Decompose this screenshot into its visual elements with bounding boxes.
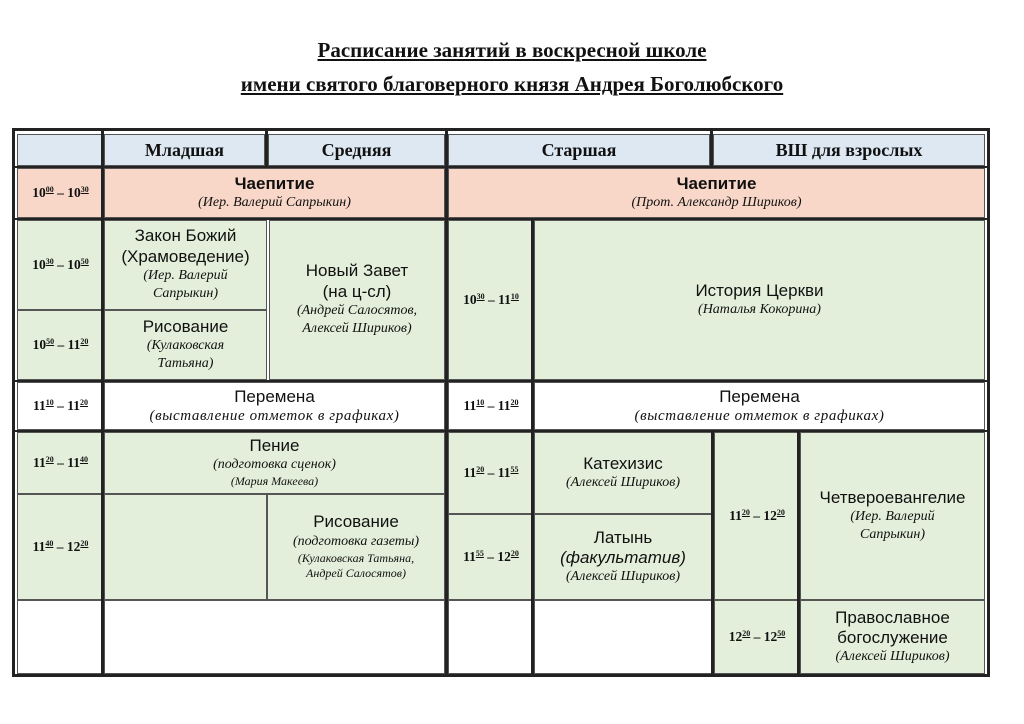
header-middle: Средняя (268, 134, 445, 166)
lesson-katehizis (534, 432, 712, 514)
time-cell: $10^{30} - 10^{50}$ (17, 220, 104, 310)
teacher-name: (Андрей Салосятов, (296, 303, 418, 319)
lesson-risovanie (104, 310, 267, 380)
time-cell: $11^{20} - 11^{55}$ (448, 432, 534, 514)
lesson-note: (факультатив) (560, 547, 686, 567)
lesson-penie (104, 432, 445, 494)
subject-title: Чаепитие (676, 173, 757, 193)
break-left (104, 382, 445, 430)
subject-title: Катехизис (583, 453, 663, 473)
teacher-name: Сапрыкин) (859, 527, 926, 543)
time-cell: $12^{20} - 12^{50}$ (714, 600, 800, 674)
teacher-name: (Алексей Шириков) (566, 475, 680, 491)
subject-subtitle: богослужение (837, 627, 948, 647)
subject-title: История Церкви (695, 280, 824, 300)
teacher-name: (Иер. Валерий (143, 268, 228, 284)
teacher-name: (Кулаковская (146, 338, 225, 353)
teacher-name: Татьяна) (157, 356, 214, 372)
subject-subtitle: (на ц-сл) (322, 281, 392, 301)
teacher-name: (Прот. Александр Шириков) (631, 195, 802, 211)
lesson-note: (подготовка сценок) (213, 457, 336, 473)
lesson-liturgy (800, 600, 985, 674)
teacher-name: (Иер. Валерий (850, 509, 935, 524)
title-line-1: Расписание занятий в воскресной школе (317, 38, 707, 62)
break-right (534, 382, 985, 430)
row-divider (15, 166, 987, 168)
time-cell: $11^{40} - 12^{20}$ (17, 494, 104, 600)
subject-subtitle: (Храмоведение) (121, 246, 250, 266)
time-cell: $11^{20} - 12^{20}$ (714, 432, 800, 600)
break-title: Перемена (719, 387, 800, 407)
time-column-divider (101, 131, 104, 674)
title-line-2: имени святого благоверного князя Андрея Боголюбского (240, 72, 784, 96)
subject-title: Православное (835, 607, 950, 627)
teacher-name: (Алексей Шириков) (566, 569, 680, 585)
teacher-name: (Мария Макеева) (230, 474, 319, 489)
time-cell: $11^{10} - 11^{20}$ (17, 382, 104, 430)
lesson-note: (подготовка газеты) (292, 533, 420, 549)
subject-title: Четвероевангелие (819, 487, 966, 507)
header-divider (265, 131, 268, 166)
teacher-name: (Иер. Валерий Сапрыкин) (198, 195, 351, 211)
tea-junior-middle (104, 168, 445, 218)
row-divider (15, 218, 987, 220)
subject-title: Чаепитие (234, 173, 315, 193)
subject-title: Закон Божий (134, 226, 237, 246)
header-divider (710, 131, 713, 166)
lesson-risovanie-gazeta (267, 494, 445, 600)
header-senior: Старшая (448, 134, 710, 166)
time-cell: $11^{55} - 12^{20}$ (448, 514, 534, 600)
lesson-history (534, 220, 985, 380)
time-cell: $10^{00} - 10^{30}$ (17, 168, 104, 218)
teacher-name: Андрей Салосятов) (306, 566, 406, 581)
teacher-name: (Кулаковская Татьяна, (297, 550, 415, 565)
empty-cell (448, 600, 534, 674)
header-junior: Младшая (104, 134, 265, 166)
subject-title: Пение (249, 435, 300, 455)
row-divider (15, 380, 987, 382)
time-cell: $10^{30} - 11^{10}$ (448, 220, 534, 380)
teacher-name: Алексей Шириков) (302, 321, 412, 337)
empty-cell (534, 600, 712, 674)
teacher-name: (Наталья Кокорина) (698, 302, 821, 318)
header-corner (17, 134, 104, 166)
break-title: Перемена (234, 387, 315, 407)
lesson-zakon-bozhiy (104, 220, 267, 310)
time-cell: $10^{50} - 11^{20}$ (17, 310, 104, 380)
tea-senior-adult (448, 168, 985, 218)
teacher-name: Сапрыкин) (152, 286, 219, 302)
time-cell: $11^{20} - 11^{40}$ (17, 432, 104, 494)
block-divider (445, 131, 448, 674)
break-note: (выставление отметок в графиках) (149, 407, 400, 424)
empty-cell (104, 494, 267, 600)
empty-cell (104, 600, 445, 674)
row-divider (15, 430, 987, 432)
lesson-latin (534, 514, 712, 600)
time-column-divider (797, 432, 800, 674)
time-cell: $11^{10} - 11^{20}$ (448, 382, 534, 430)
header-adult: ВШ для взрослых (713, 134, 985, 166)
break-note: (выставление отметок в графиках) (634, 407, 885, 424)
subject-title: Латынь (593, 527, 653, 547)
time-column-divider (711, 432, 714, 674)
teacher-name: (Алексей Шириков) (835, 649, 950, 665)
subject-title: Рисование (313, 512, 399, 532)
empty-cell (17, 600, 104, 674)
lesson-gospel (800, 432, 985, 600)
subject-title: Рисование (142, 316, 229, 336)
time-column-divider (531, 220, 534, 674)
lesson-novy-zavet (269, 220, 445, 380)
subject-title: Новый Завет (305, 261, 409, 281)
